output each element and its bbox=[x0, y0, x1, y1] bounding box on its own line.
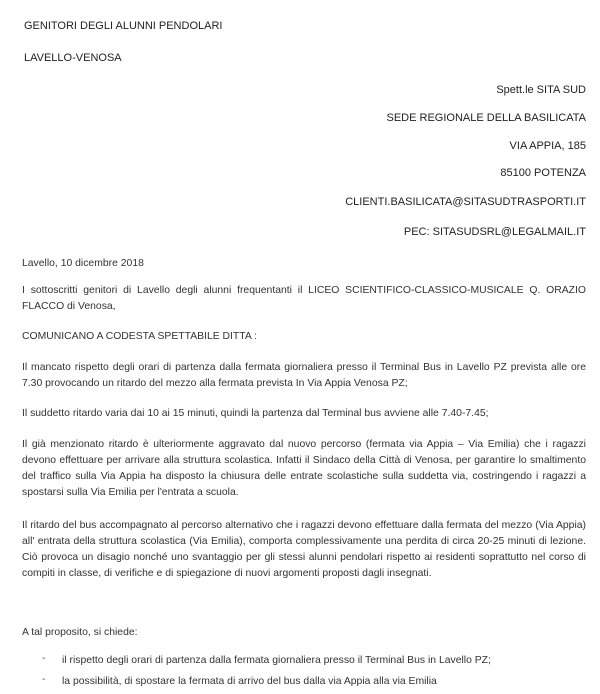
intro-paragraph: I sottoscritti genitori di Lavello degli alunni frequentanti il LICEO SCIENTIFICO-CLASSICO-MUSICALE Q. ORAZIO FLACCO di Venosa, bbox=[22, 285, 586, 312]
paragraph-3: Il già menzionato ritardo è ulteriormente aggravato dal nuovo percorso (fermata via Appia – Via Emilia) che i ragazzi devono effettuare per arrivare alla struttura scolastica. Infatti il Sindaco della Città di Venosa, per garantire lo smaltimento del traffico sulla Via Appia ha disposto la chiusura delle entrate scolastiche sulla suddetta via, costringendo i ragazzi a spostarsi sulla Via Emilia per l'entrata a scuola. bbox=[22, 439, 586, 498]
sender-line-1: GENITORI DEGLI ALUNNI PENDOLARI bbox=[24, 20, 223, 32]
request-dash-1: - bbox=[42, 653, 46, 664]
request-intro: A tal proposito, si chiede: bbox=[22, 627, 138, 638]
recipient-line-3: VIA APPIA, 185 bbox=[509, 140, 586, 152]
recipient-email: CLIENTI.BASILICATA@SITASUDTRASPORTI.IT bbox=[345, 196, 586, 208]
paragraph-2: Il suddetto ritardo varia dai 10 ai 15 minuti, quindi la partenza dal Terminal bus avviene alle 7.40-7.45; bbox=[22, 408, 489, 419]
recipient-pec: PEC: SITASUDSRL@LEGALMAIL.IT bbox=[403, 226, 586, 238]
recipient-line-4: 85100 POTENZA bbox=[500, 167, 586, 179]
request-item-2: la possibilità, di spostare la fermata di arrivo del bus dalla via Appia alla via Emilia bbox=[62, 676, 437, 687]
date-line: Lavello, 10 dicembre 2018 bbox=[22, 258, 144, 269]
paragraph-4: Il ritardo del bus accompagnato al percorso alternativo che i ragazzi devono effettuare dalla fermata del mezzo (Via Appia) all' entrata della struttura scolastica (Via Emilia), comporta complessivamente una perdita di circa 20-25 minuti di lezione. Ciò provoca un disagio nonché uno svantaggio per gli stessi alunni pendolari rispetto ai residenti soprattutto nel corso di compiti in classe, di verifiche e di spiegazione di nuovi argomenti proposti dagli insegnati. bbox=[22, 520, 586, 579]
communicate-heading: COMUNICANO A CODESTA SPETTABILE DITTA : bbox=[22, 331, 257, 342]
request-dash-2: - bbox=[42, 674, 46, 685]
recipient-line-1: Spett.le SITA SUD bbox=[496, 84, 586, 96]
request-item-1: il rispetto degli orari di partenza dalla fermata giornaliera presso il Terminal Bus in Lavello PZ; bbox=[62, 655, 491, 666]
paragraph-1: Il mancato rispetto degli orari di partenza dalla fermata giornaliera presso il Terminal Bus in Lavello PZ prevista alle ore 7.30 provocando un ritardo del mezzo alla fermata prevista In Via Appia Venosa PZ; bbox=[22, 362, 586, 389]
recipient-line-2: SEDE REGIONALE DELLA BASILICATA bbox=[386, 112, 586, 124]
sender-line-2: LAVELLO-VENOSA bbox=[24, 52, 122, 64]
